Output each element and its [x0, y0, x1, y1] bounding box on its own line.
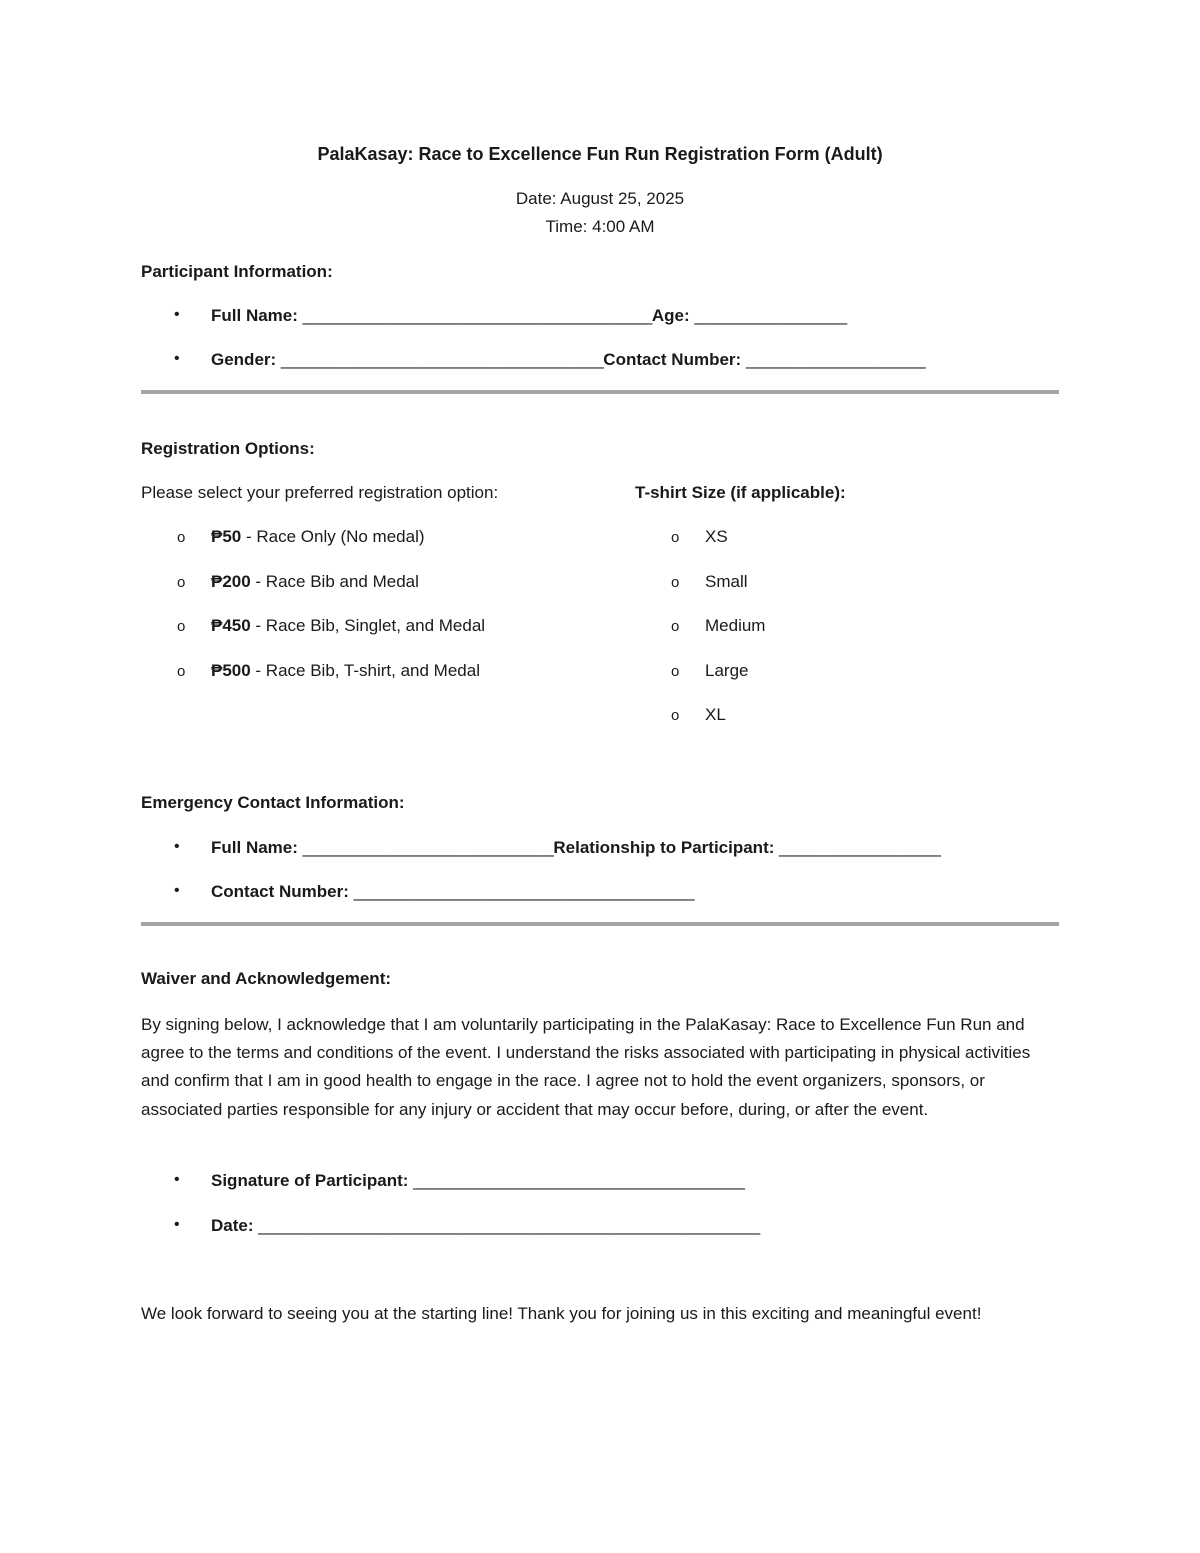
section-divider [141, 390, 1059, 394]
waiver-text: By signing below, I acknowledge that I am voluntarily participating in the PalaKasay: Race to Excellence Fun Run and agree to the terms and conditions of the event. I understand the risks associated with participating in physical activities and confirm that I am in good health to engage in the race. I agree not to hold the event organizers, sponsors, or associated parties responsible for any injury or accident that may occur before, during, or after the event. [141, 1015, 1031, 1119]
participant-heading: Participant Information: [141, 262, 333, 281]
registration-option[interactable] [211, 572, 419, 592]
signature-label: Signature of Participant: [211, 1171, 409, 1190]
emergency-row-2 [211, 882, 694, 902]
option-circle-icon[interactable]: o [177, 574, 186, 591]
size-circle-icon[interactable]: o [671, 529, 680, 546]
bullet-icon: • [174, 838, 180, 855]
size-option-small[interactable]: Small [705, 572, 748, 591]
waiver-heading: Waiver and Acknowledgement: [141, 969, 392, 988]
gender-field[interactable]: ____________________________________ [280, 350, 604, 369]
gender-label: Gender: [211, 350, 277, 369]
registration-option[interactable] [211, 616, 485, 636]
option-circle-icon[interactable]: o [177, 618, 186, 635]
size-option-xs[interactable]: XS [705, 527, 728, 546]
option-circle-icon[interactable]: o [177, 529, 186, 546]
section-divider [141, 922, 1059, 926]
registration-option[interactable] [211, 661, 480, 681]
signature-field[interactable]: _____________________________________ [413, 1171, 745, 1190]
participant-row-2 [211, 350, 925, 370]
emergency-contact-field[interactable]: ______________________________________ [353, 882, 694, 901]
size-circle-icon[interactable]: o [671, 574, 680, 591]
form-title: PalaKasay: Race to Excellence Fun Run Registration Form (Adult) [317, 144, 883, 164]
size-option-xl[interactable]: XL [705, 705, 726, 724]
emergency-heading: Emergency Contact Information: [141, 793, 405, 812]
event-date: Date: August 25, 2025 [515, 189, 685, 208]
option-description: - Race Bib and Medal [250, 572, 419, 591]
bullet-icon: • [174, 1171, 180, 1188]
waiver-date-label: Date: [211, 1216, 254, 1235]
size-option-large[interactable]: Large [705, 661, 749, 680]
emergency-contact-label: Contact Number: [211, 882, 349, 901]
relationship-label: Relationship to Participant: [553, 838, 775, 857]
registration-heading: Registration Options: [141, 439, 315, 458]
option-description: - Race Only (No medal) [241, 527, 425, 546]
age-field[interactable]: _________________ [694, 306, 847, 325]
size-option-medium[interactable]: Medium [705, 616, 766, 635]
full-name-field[interactable]: _______________________________________ [302, 306, 652, 325]
tshirt-size-heading: T-shirt Size (if applicable): [635, 483, 846, 502]
age-label: Age: [651, 306, 690, 325]
bullet-icon: • [174, 882, 180, 899]
bullet-icon: • [174, 306, 180, 323]
participant-row-1 [211, 306, 847, 326]
contact-number-label: Contact Number: [603, 350, 742, 369]
full-name-label: Full Name: [211, 306, 298, 325]
size-circle-icon[interactable]: o [671, 707, 680, 724]
waiver-date-row [211, 1216, 760, 1236]
registration-option[interactable] [211, 527, 425, 547]
contact-number-field[interactable]: ____________________ [745, 350, 926, 369]
option-price: ₱500 [211, 661, 251, 680]
registration-prompt: Please select your preferred registration option: [141, 483, 499, 502]
signature-row [211, 1171, 744, 1191]
size-circle-icon[interactable]: o [671, 618, 680, 635]
option-price: ₱50 [211, 527, 242, 546]
option-price: ₱200 [211, 572, 251, 591]
relationship-field[interactable]: __________________ [779, 838, 941, 857]
bullet-icon: • [174, 350, 180, 367]
option-circle-icon[interactable]: o [177, 663, 186, 680]
option-description: - Race Bib, Singlet, and Medal [250, 616, 486, 635]
emergency-full-name-field[interactable]: ____________________________ [302, 838, 554, 857]
waiver-date-field[interactable]: ________________________________________________________ [258, 1216, 760, 1235]
option-price: ₱450 [211, 616, 251, 635]
option-description: - Race Bib, T-shirt, and Medal [250, 661, 480, 680]
emergency-full-name-label: Full Name: [211, 838, 298, 857]
bullet-icon: • [174, 1216, 180, 1233]
closing-text: We look forward to seeing you at the starting line! Thank you for joining us in this exciting and meaningful event! [141, 1304, 982, 1323]
size-circle-icon[interactable]: o [671, 663, 680, 680]
emergency-row-1 [211, 838, 940, 858]
event-time: Time: 4:00 AM [545, 217, 655, 236]
